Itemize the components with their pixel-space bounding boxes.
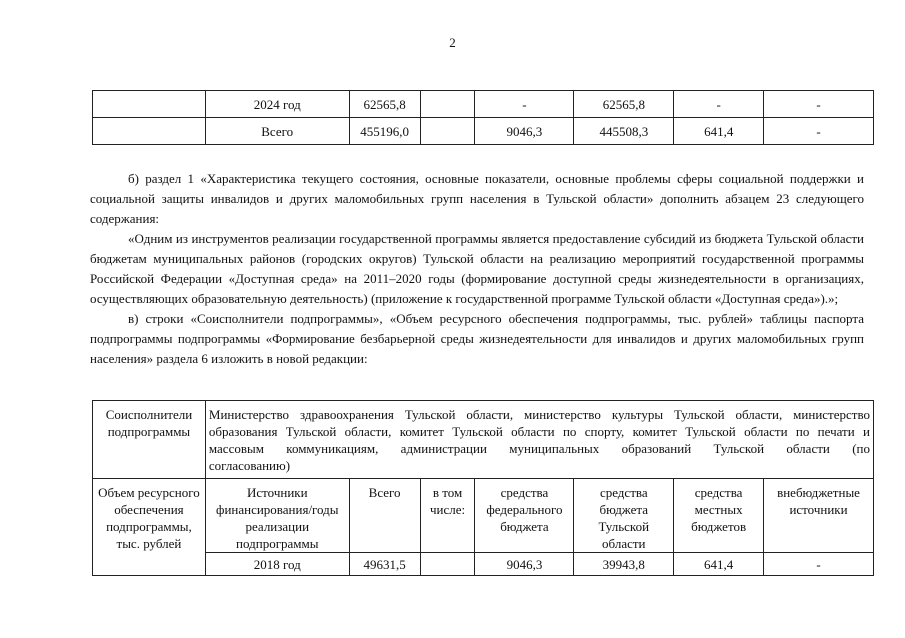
table-cell: 39943,8 (574, 553, 674, 576)
table-cell: 445508,3 (574, 118, 674, 145)
table-cell: 49631,5 (349, 553, 420, 576)
coexecutors-line: массовым коммуникациям, администрации муниципальных образований Тульской области (по (208, 441, 870, 456)
paragraph-b: б) раздел 1 «Характеристика текущего состояния, основные показатели, основные проблемы сферы социальной поддержки и социальной защиты инвалидов и других маломобильных групп населения в Тульской области» дополнить абзацем 23 следующего содержания: (90, 171, 864, 226)
table-cell: Всего (205, 118, 349, 145)
table-cell: 9046,3 (475, 118, 574, 145)
table-cell: 455196,0 (349, 118, 420, 145)
volume-header-row (93, 479, 874, 553)
column-header: средства бюджета Тульской области (574, 479, 674, 553)
column-header: средства федерального бюджета (475, 479, 574, 553)
column-header: внебюджетные источники (764, 479, 874, 553)
paragraph-v: в) строки «Соисполнители подпрограммы», «Объем ресурсного обеспечения подпрограммы, тыс. рублей» таблицы паспорта подпрограммы подпрограммы «Формирование безбарьерной среды жизнедеятельности для инвалидов и других маломобильных групп населения» раздела 6 изложить в новой редакции: (90, 311, 864, 366)
table-cell (420, 553, 475, 576)
column-header: Источники финансирования/годы реализации подпрограммы (205, 479, 349, 553)
table-cell: 2024 год (205, 91, 349, 118)
coexecutors-line: образования Тульской области, комитет Тульской области по спорту, комитет Тульской области по печати и (208, 424, 870, 439)
table-cell (93, 91, 206, 118)
table-cell: 62565,8 (574, 91, 674, 118)
funding-table-continued (92, 90, 874, 145)
table-cell (93, 118, 206, 145)
table-cell (420, 91, 475, 118)
page-number: 2 (449, 35, 456, 50)
coexecutors-text (205, 401, 873, 479)
coexecutors-line: Министерство здравоохранения Тульской области, министерство культуры Тульской области, министерство (208, 407, 870, 422)
passport-table (92, 400, 874, 576)
table-cell: 9046,3 (475, 553, 574, 576)
table-cell: 641,4 (674, 553, 764, 576)
table-cell (420, 118, 475, 145)
coexecutors-row (93, 401, 874, 479)
column-header: Всего (349, 479, 420, 553)
table-cell: 62565,8 (349, 91, 420, 118)
table-row (93, 553, 874, 576)
table-cell: 2018 год (205, 553, 349, 576)
table-cell: - (674, 91, 764, 118)
paragraph-quote: «Одним из инструментов реализации государственной программы является предоставление субсидий из бюджета Тульской области бюджетам муниципальных районов (городских округов) Тульской области на реализацию мероприятий государственной программы Российской Федерации «Доступная среда» на 2011–2020 годы (формирование доступной среды жизнедеятельности в организациях, осуществляющих образовательную деятельность) (приложение к государственной программе Тульской области «Доступная среда»).»; (90, 231, 864, 306)
column-header: в том числе: (420, 479, 475, 553)
column-header: средства местных бюджетов (674, 479, 764, 553)
coexecutors-label: Соисполнители подпрограммы (93, 401, 206, 479)
table-row (93, 91, 874, 118)
table-cell: - (475, 91, 574, 118)
table-row (93, 118, 874, 145)
table-cell: - (764, 553, 874, 576)
volume-label: Объем ресурсного обеспечения подпрограммы, тыс. рублей (93, 479, 206, 576)
table-cell: - (764, 118, 874, 145)
table-cell: - (764, 91, 874, 118)
table-cell: 641,4 (674, 118, 764, 145)
amendment-text (90, 169, 864, 369)
coexecutors-line: согласованию) (208, 458, 291, 473)
